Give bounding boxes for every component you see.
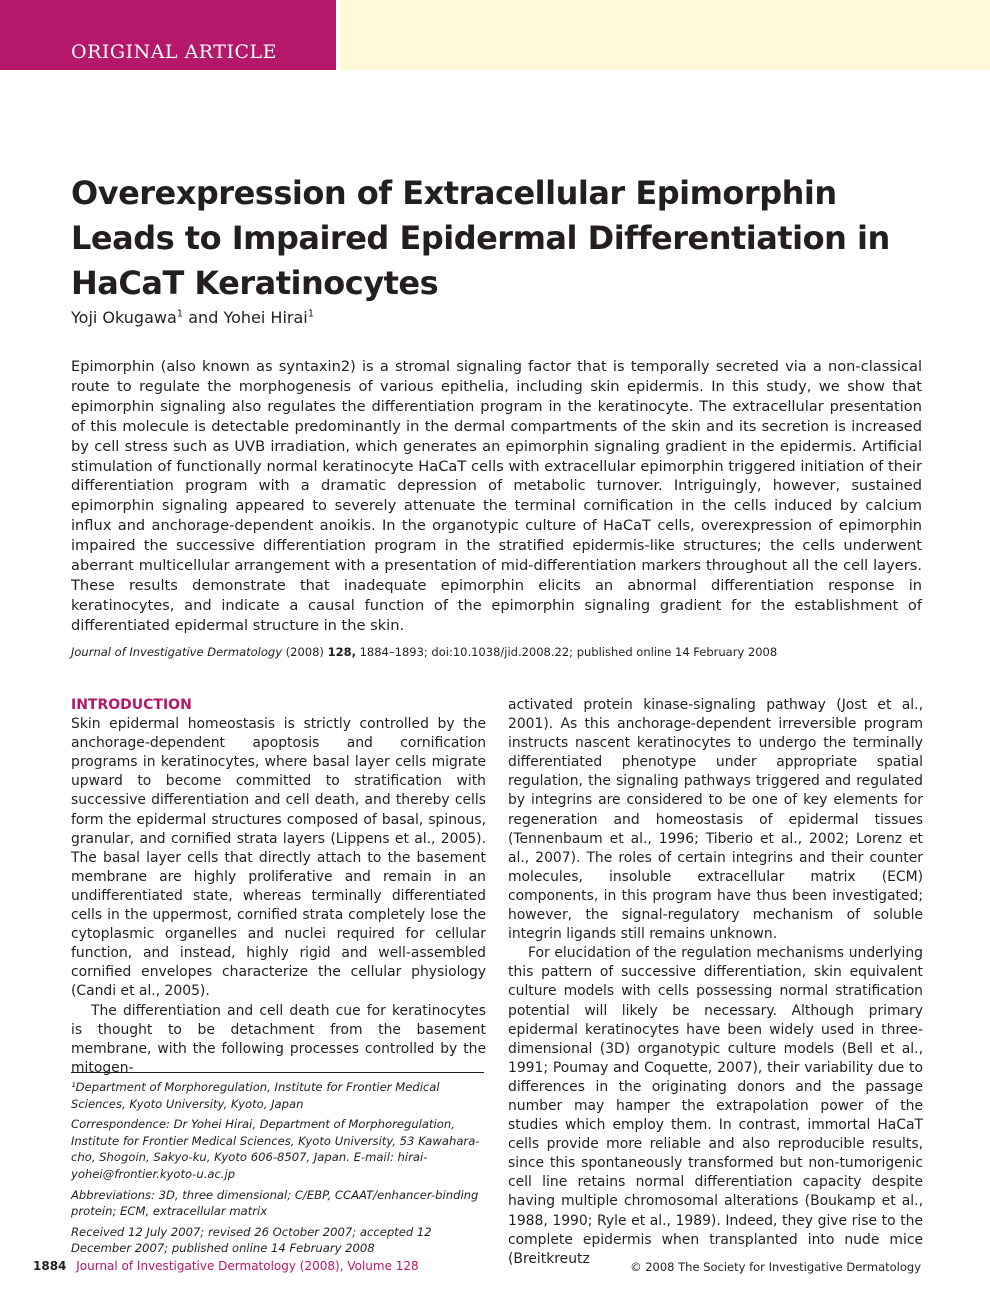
article-type-label: ORIGINAL ARTICLE bbox=[71, 41, 277, 63]
footer-copyright: © 2008 The Society for Investigative Dermatology bbox=[630, 1260, 921, 1274]
author-list bbox=[71, 307, 314, 329]
page-number: 1884 bbox=[33, 1259, 67, 1273]
article-title: Overexpression of Extracellular Epimorphin Leads to Impaired Epidermal Differentiation in HaCaT Keratinocytes bbox=[71, 174, 890, 302]
citation-year: (2008) bbox=[285, 645, 324, 659]
author-affiliation-mark: 1 bbox=[176, 308, 184, 320]
right-column bbox=[508, 696, 923, 1269]
author-name: Yoji Okugawa bbox=[71, 308, 177, 327]
author-name: Yohei Hirai bbox=[223, 308, 308, 327]
section-heading-introduction: INTRODUCTION bbox=[71, 697, 192, 713]
page-footer-left bbox=[33, 1259, 419, 1273]
footer-journal: Journal of Investigative Dermatology (2008), Volume 128 bbox=[76, 1259, 419, 1273]
footnote-dates: Received 12 July 2007; revised 26 October 2007; accepted 12 December 2007; published online 14 February 2008 bbox=[71, 1224, 432, 1256]
left-column bbox=[71, 696, 486, 1078]
footnote-correspondence: Correspondence: Dr Yohei Hirai, Department of Morphoregulation, Institute for Frontier Medical Sciences, Kyoto University, 53 Kawahara-cho, Shogoin, Sakyo-ku, Kyoto 606-8507, Japan. E-mail: hirai-yohei@frontier.kyoto-u.ac.jp bbox=[71, 1117, 480, 1181]
citation-details: 1884–1893; doi:10.1038/jid.2008.22; published online 14 February 2008 bbox=[359, 645, 778, 659]
body-paragraph: activated protein kinase-signaling pathway (Jost et al., 2001). As this anchorage-dependent irreversible program instructs nascent keratinocytes to undergo the terminally differentiated phenotype under appropriate spatial regulation, the signaling pathways triggered and regulated by integrins are considered to be one of key elements for regeneration and homeostasis of epidermal tissues (Tennenbaum et al., 1996; Tiberio et al., 2002; Lorenz et al., 2007). The roles of certain integrins and their counter molecules, insoluble extracellular matrix (ECM) components, in this program have thus been investigated; however, the signal-regulatory mechanism of soluble integrin ligands still remains unknown. bbox=[508, 697, 923, 943]
footnotes bbox=[71, 1079, 486, 1261]
citation-line bbox=[71, 645, 922, 659]
footnote-abbreviations: Abbreviations: 3D, three dimensional; C/EBP, CCAAT/enhancer-binding protein; ECM, extracellular matrix bbox=[71, 1187, 479, 1219]
body-paragraph: For elucidation of the regulation mechanisms underlying this pattern of successive differentiation, skin equivalent culture models with cells possessing normal stratification potential will likely be necessary. Although primary epidermal keratinocytes have been widely used in three-dimensional (3D) organotypic culture models (Bell et al., 1991; Poumay and Coquette, 2007), their variability due to differences in the originating donors and the passage number may hamper the extrapolation power of the studies which employ them. In contrast, immortal HaCaT cells provide more reliable and also reproducible results, since this spontaneously transformed but non-tumorigenic cell line retains normal differentiation capacity despite having multiple chromosomal alterations (Boukamp et al., 1988, 1990; Ryle et al., 1989). Indeed, they give rise to the complete epidermis when transplanted into nude mice (Breitkreutz bbox=[508, 945, 923, 1267]
citation-volume: 128, bbox=[327, 645, 356, 659]
author-joiner: and bbox=[188, 308, 219, 327]
body-paragraph: Skin epidermal homeostasis is strictly controlled by the anchorage-dependent apoptosis and cornification programs in keratinocytes, where basal layer cells migrate upward to become committed to stratification with successive differentiation and cell death, and thereby cells form the epidermal structures composed of basal, spinous, granular, and cornified strata layers (Lippens et al., 2005). The basal layer cells that directly attach to the basement membrane are highly proliferative and remain in an undifferentiated state, whereas terminally differentiated cells in the uppermost, cornified strata completely lose the cytoplasmic organelles and nuclei required for cellular function, and instead, highly rigid and well-assembled cornified envelopes characterize the cellular physiology (Candi et al., 2005). bbox=[71, 716, 486, 1000]
footnote-divider bbox=[71, 1072, 484, 1073]
header-band-pale bbox=[340, 0, 990, 70]
footnote-affiliation: ¹Department of Morphoregulation, Institute for Frontier Medical Sciences, Kyoto University, Kyoto, Japan bbox=[71, 1080, 440, 1111]
citation-journal: Journal of Investigative Dermatology bbox=[71, 645, 283, 659]
author-affiliation-mark: 1 bbox=[307, 308, 315, 320]
abstract: Epimorphin (also known as syntaxin2) is a stromal signaling factor that is temporally secreted via a non-classical route to regulate the morphogenesis of various epithelia, including skin epidermis. In this study, we show that epimorphin signaling also regulates the differentiation program in the keratinocyte. The extracellular presentation of this molecule is detectable predominantly in the dermal compartments of the skin and its secretion is increased by cell stress such as UVB irradiation, which generates an epimorphin signaling gradient in the epidermis. Artificial stimulation of functionally normal keratinocyte HaCaT cells with extracellular epimorphin triggered initiation of their differentiation program with a dramatic depression of metabolic turnover. Intriguingly, however, sustained epimorphin signaling appeared to severely attenuate the terminal cornification in the cells induced by calcium influx and anchorage-dependent anoikis. In the organotypic culture of HaCaT cells, overexpression of epimorphin impaired the successive differentiation program in the stratified epidermis-like structures; the cells underwent aberrant multicellular arrangement with a presentation of mid-differentiation markers throughout all the cell layers. These results demonstrate that inadequate epimorphin elicits an abnormal differentiation response in keratinocytes, and indicate a causal function of the epimorphin signaling gradient for the establishment of differentiated epidermal structure in the skin. bbox=[71, 358, 922, 634]
body-paragraph: The differentiation and cell death cue for keratinocytes is thought to be detachment from the basement membrane, with the following processes controlled by the mitogen- bbox=[71, 1002, 486, 1076]
